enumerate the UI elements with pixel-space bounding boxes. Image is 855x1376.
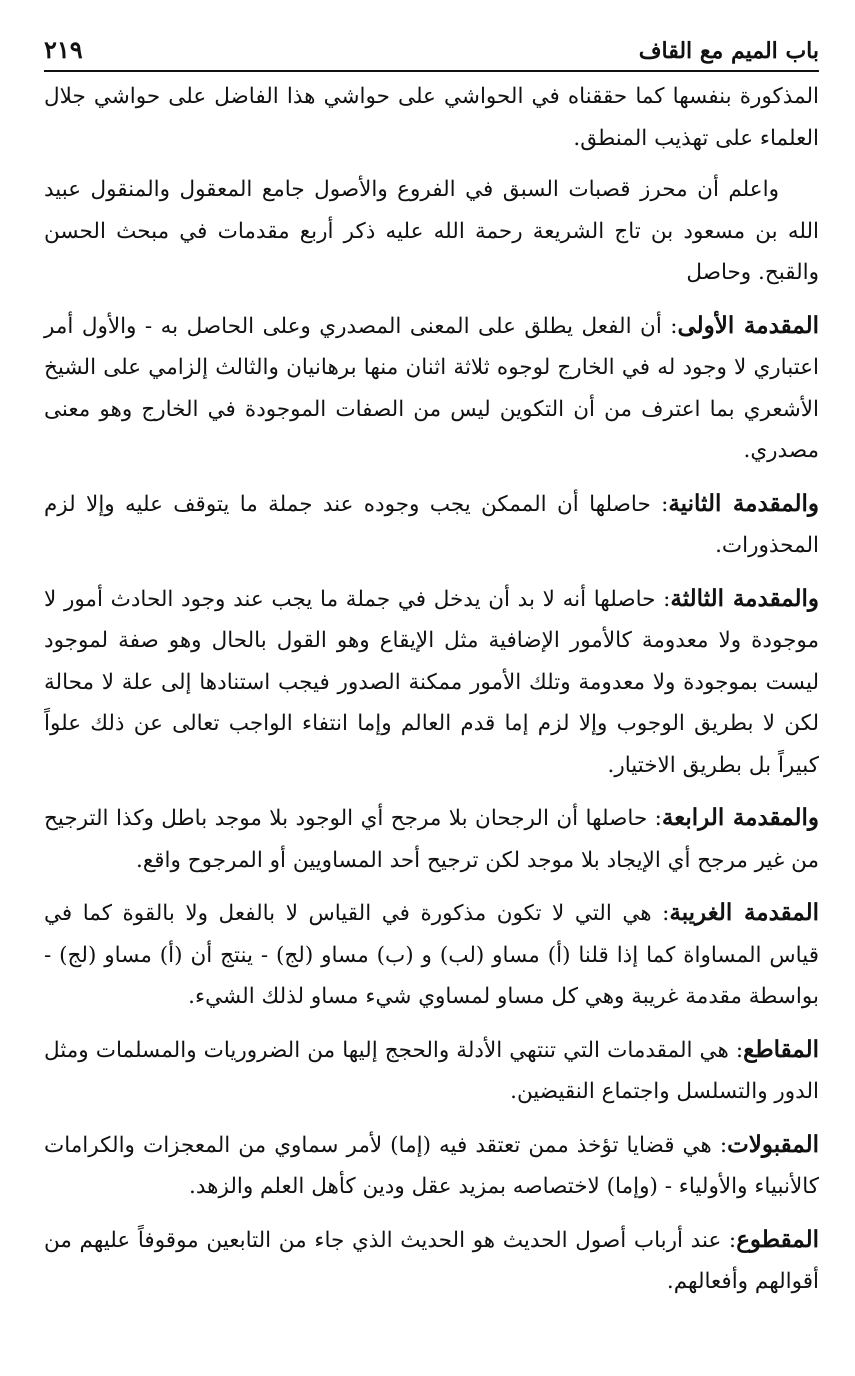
entry-maqbulat bbox=[44, 1124, 819, 1208]
entry-maqati bbox=[44, 1029, 819, 1113]
entry-term: المقطوع bbox=[736, 1225, 819, 1253]
entry-maqtu bbox=[44, 1219, 819, 1303]
entry-term: المقدمة الأولى bbox=[677, 311, 819, 339]
entry-text: : هي التي لا تكون مذكورة في القياس لا بالفعل ولا بالقوة كما في قياس المساواة كما إذا قلنا (أ) مساو (لب) و (ب) مساو (لج) - ينتج أن (أ) مساو (لج) - بواسطة مقدمة غريبة وهي كل مساو لمساوي شيء مساو لذلك الشيء. bbox=[44, 901, 819, 1009]
entry-text: : حاصلها أنه لا بد أن يدخل في جملة ما يجب عند وجود الحادث أمور لا موجودة ولا معدومة كالأمور الإضافية مثل الإيقاع وهو القول بالحال وهو صفة لموجود ليست بموجودة ولا معدومة وتلك الأمور ممكنة الصدور فيجب استنادها إلى علة لا محالة لكن لا بطريق الوجوب وإلا لزم إما قدم العالم وإما انتفاء الواجب تعالى عن ذلك علواً كبيراً بل بطريق الاختيار. bbox=[44, 586, 819, 778]
entry-term: والمقدمة الثالثة bbox=[670, 584, 820, 612]
entry-text: : حاصلها أن الرجحان بلا مرجح أي الوجود بلا موجد باطل وكذا الترجيح من غير مرجح أي الإيجاد بلا موجد لكن ترجيح أحد المساويين أو المرجوح واقع. bbox=[44, 806, 819, 873]
entry-term: المقاطع bbox=[743, 1035, 819, 1063]
entry-term: والمقدمة الثانية bbox=[668, 489, 820, 517]
entry-term: المقبولات bbox=[727, 1130, 819, 1158]
page-header bbox=[44, 30, 819, 72]
entry-text: : هي قضايا تؤخذ ممن تعتقد فيه (إما) لأمر سماوي من المعجزات والكرامات كالأنبياء والأولياء - (وإما) لاختصاصه بمزيد عقل ودين كأهل العلم والزهد. bbox=[44, 1132, 819, 1199]
entry-text: : حاصلها أن الممكن يجب وجوده عند جملة ما يتوقف عليه وإلا لزم المحذورات. bbox=[44, 491, 819, 558]
note-paragraph: واعلم أن محرز قصبات السبق في الفروع والأصول جامع المعقول والمنقول عبيد الله بن مسعود بن تاج الشريعة رحمة الله عليه ذكر أربع مقدمات في مبحث الحسن والقبح. وحاصل bbox=[44, 177, 819, 285]
entry-term: والمقدمة الرابعة bbox=[661, 804, 819, 831]
entry-strange-premise bbox=[44, 892, 819, 1018]
intro-paragraph: المذكورة بنفسها كما حققناه في الحواشي على حواشي هذا الفاضل على حواشي جلال العلماء على تهذيب المنطق. bbox=[44, 84, 819, 151]
entry-text: : عند أرباب أصول الحديث هو الحديث الذي جاء من التابعين موقوفاً عليهم من أقوالهم وأفعالهم. bbox=[44, 1227, 819, 1294]
entry-term: المقدمة الغريبة bbox=[669, 899, 819, 926]
entry-second-premise bbox=[44, 483, 819, 567]
page-number: ٢١٩ bbox=[44, 35, 83, 64]
entry-text: : أن الفعل يطلق على المعنى المصدري وعلى الحاصل به - والأول أمر اعتباري لا وجود له في الخارج لوجوه ثلاثة اثنان منها برهانيان والثالث إلزامي على الشيخ الأشعري بما اعترف من أن التكوين ليس من الصفات الموجودة في الخارج وهو معنى مصدري. bbox=[44, 313, 819, 463]
entry-third-premise bbox=[44, 578, 819, 787]
entry-first-premise bbox=[44, 305, 819, 472]
entry-fourth-premise bbox=[44, 797, 819, 881]
entry-text: : هي المقدمات التي تنتهي الأدلة والحجج إليها من الضروريات والمسلمات ومثل الدور والتسلسل واجتماع النقيضين. bbox=[44, 1037, 819, 1104]
running-title: باب الميم مع القاف bbox=[638, 38, 819, 64]
